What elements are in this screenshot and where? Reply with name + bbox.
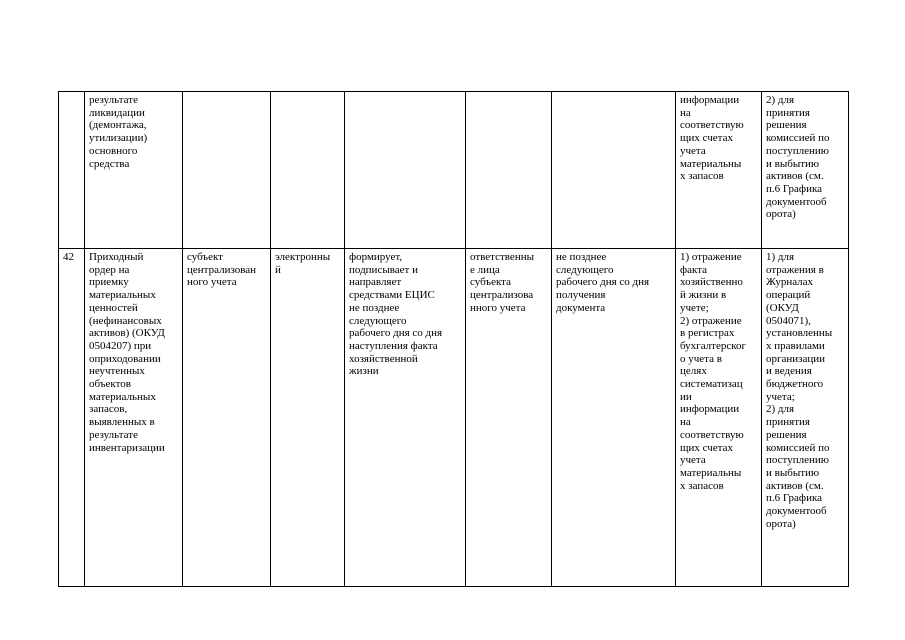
- document-table: [58, 91, 849, 587]
- purpose-text: 1) отражение факта хозяйственно й жизни в учете; 2) отражение в регистрах бухгалтерског о учета в целях систематизац ии информации на соответствую щих счетах учета материальны х запасов: [680, 251, 747, 492]
- executor-text: ответственны е лица субъекта централизова нного учета: [470, 251, 534, 314]
- document-cell: [85, 92, 183, 249]
- document-name: Приходный ордер на приемку материальных ценностей (нефинансовых активов) (ОКУД 0504207) при оприходовании неучтенных объектов материальных запасов, выявленных в результате инвентаризации: [89, 251, 165, 454]
- purpose-cell: [676, 92, 762, 249]
- document-name: результате ликвидации (демонтажа, утилизации) основного средства: [89, 94, 148, 170]
- action-text: формирует, подписывает и направляет средствами ЕЦИС не позднее следующего рабочего дня со дня наступления факта хозяйственной жизни: [349, 251, 443, 378]
- row-number-cell: [59, 249, 85, 587]
- deadline-cell: [552, 249, 676, 587]
- form-text: электронны й: [275, 251, 331, 276]
- action-cell: [345, 92, 466, 249]
- document-cell: [85, 249, 183, 587]
- responsible-cell: [183, 249, 271, 587]
- purpose-text: информации на соответствую щих счетах учета материальны х запасов: [680, 94, 744, 183]
- deadline-text: не позднее следующего рабочего дня со дня получения документа: [556, 251, 650, 314]
- usage-text: 2) для принятия решения комиссией по поступлению и выбытию активов (см. п.6 Графика документооб орота): [766, 94, 830, 221]
- responsible-cell: [183, 92, 271, 249]
- usage-cell: [762, 92, 849, 249]
- executor-cell: [466, 92, 552, 249]
- deadline-cell: [552, 92, 676, 249]
- form-cell: [271, 92, 345, 249]
- form-cell: [271, 249, 345, 587]
- table-row: [59, 249, 849, 587]
- usage-text: 1) для отражения в Журналах операций (ОКУД 0504071), установленны х правилами организации и ведения бюджетного учета; 2) для принятия решения комиссией по поступлению и выбытию активов (см. п.6 Графика документооб орота): [766, 251, 833, 530]
- executor-cell: [466, 249, 552, 587]
- responsible-text: субъект централизован ного учета: [187, 251, 257, 289]
- table-row: [59, 92, 849, 249]
- action-cell: [345, 249, 466, 587]
- row-number: 42: [63, 251, 74, 263]
- usage-cell: [762, 249, 849, 587]
- purpose-cell: [676, 249, 762, 587]
- row-number-cell: [59, 92, 85, 249]
